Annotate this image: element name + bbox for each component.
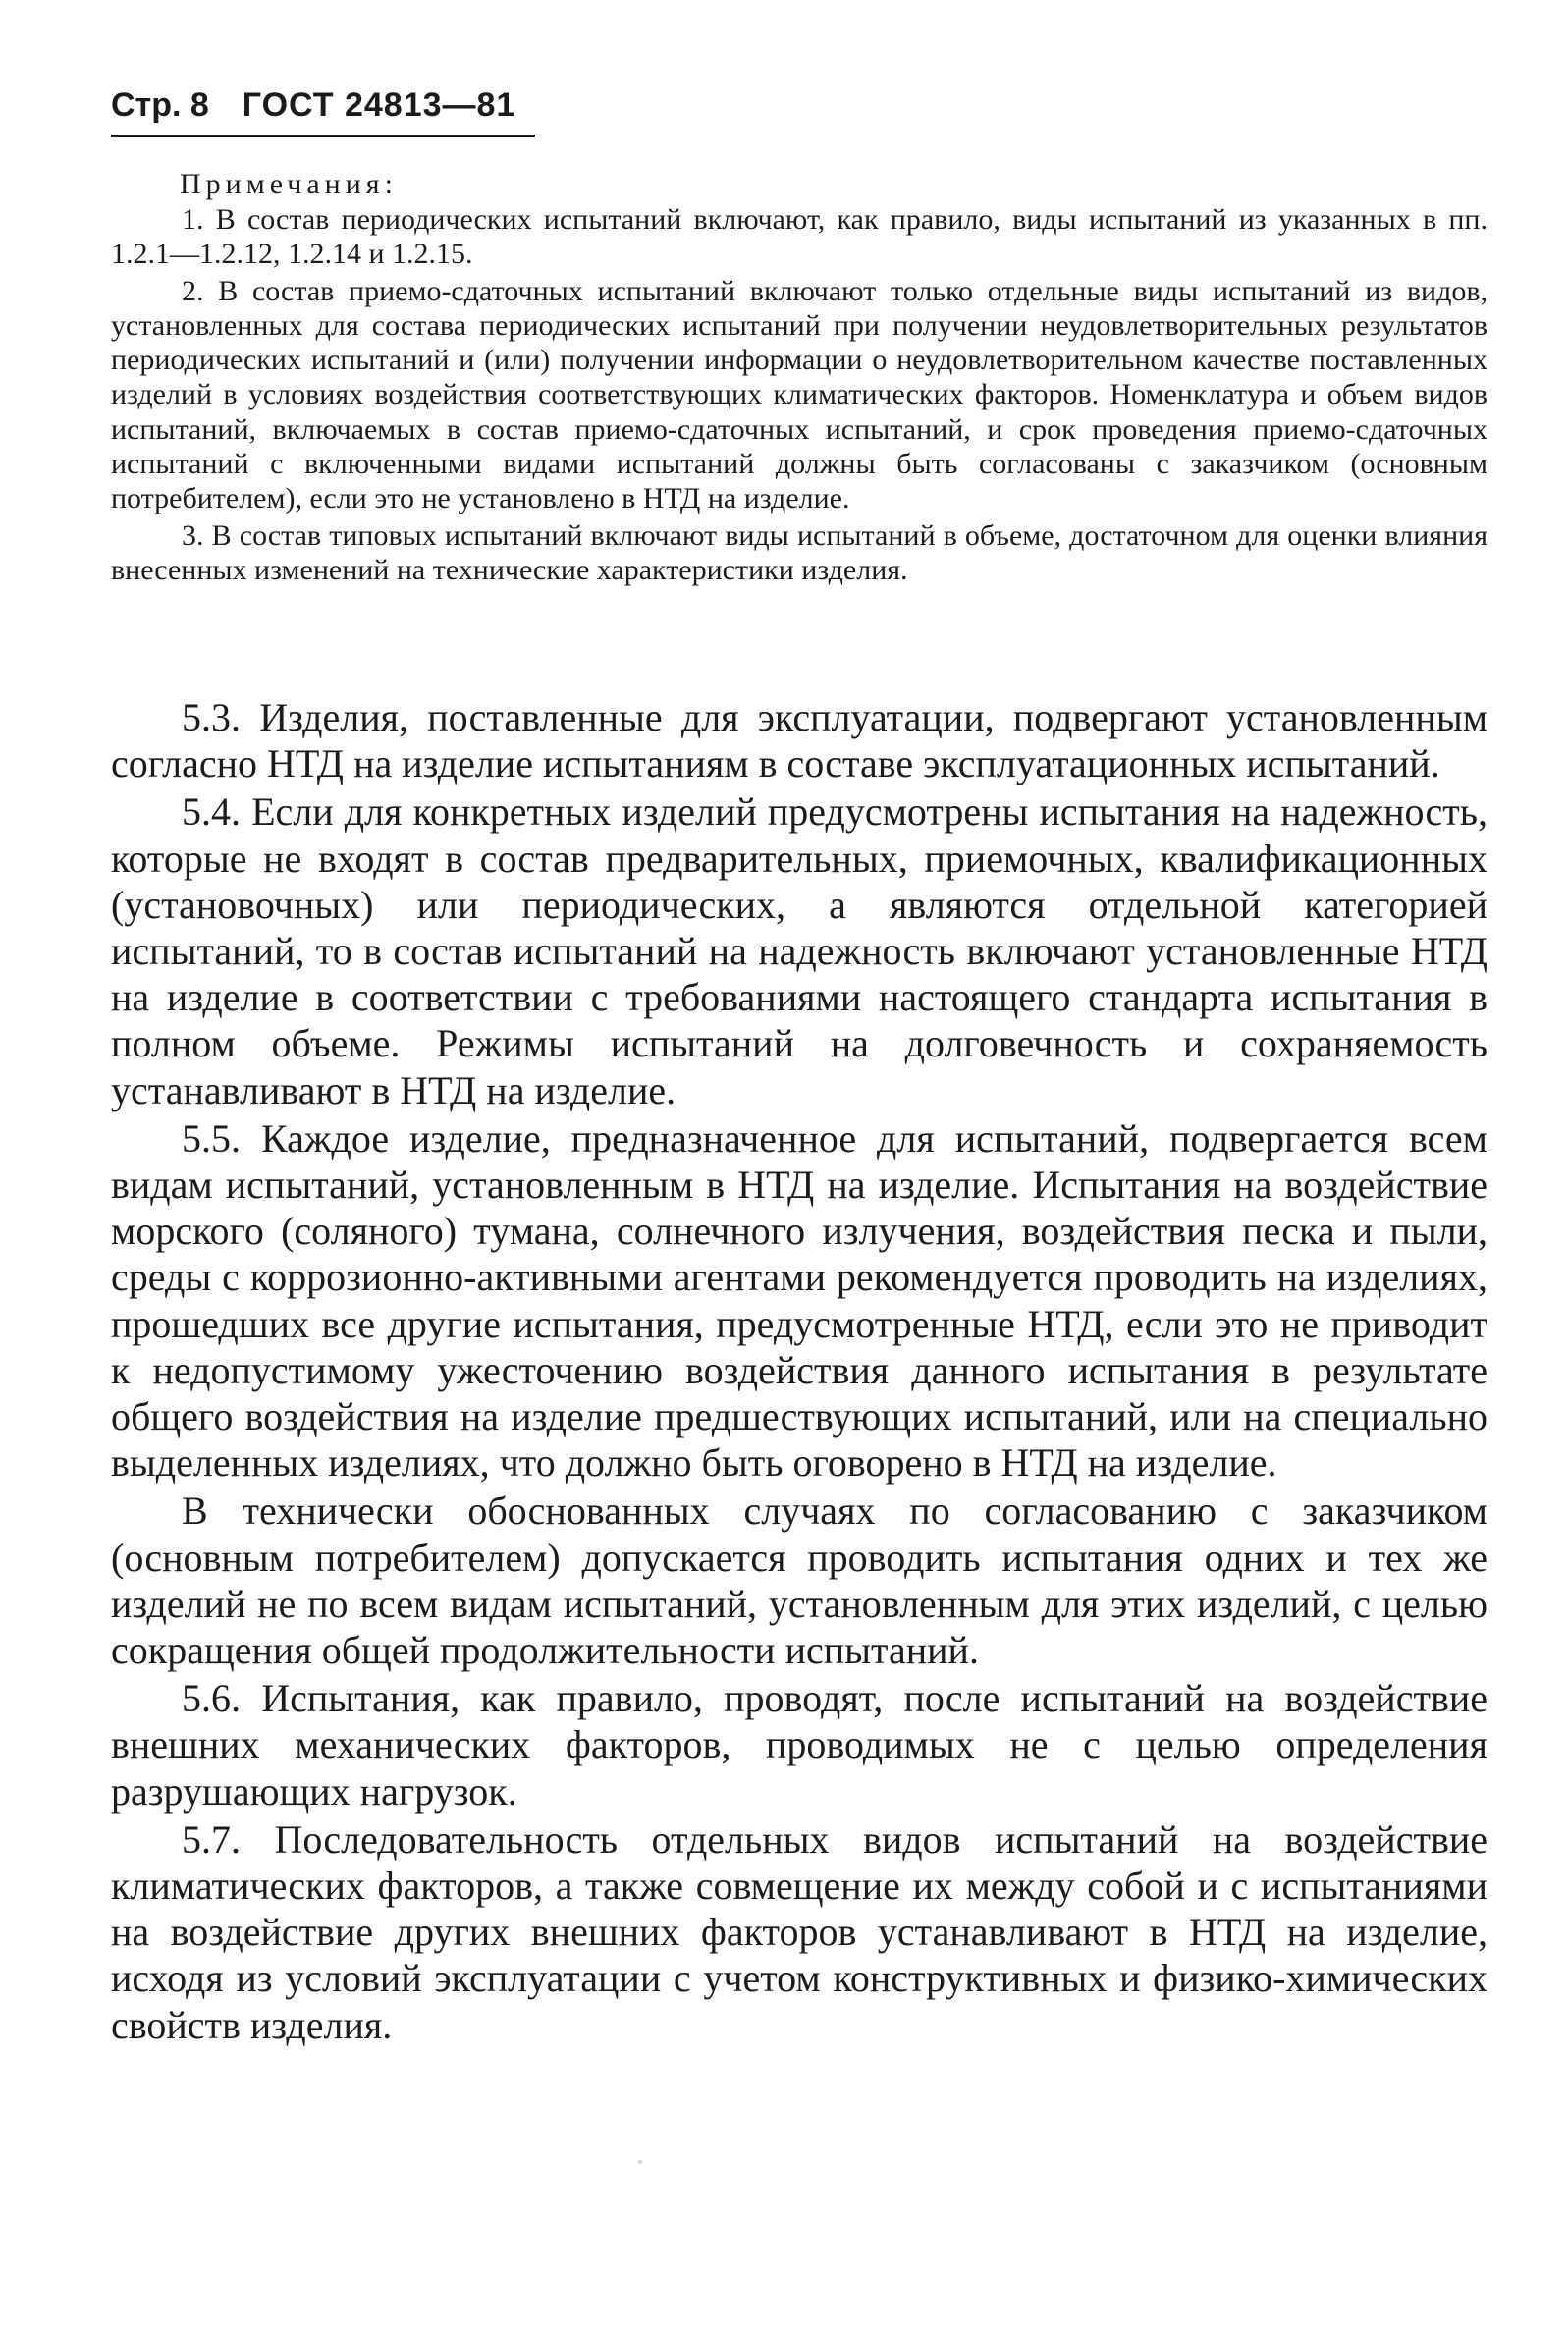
paragraph-5-5-continued: В технически обоснованных случаях по согласованию с заказчиком (основным потребителем) допускается проводить испытания одних и тех же изделий не по всем видам испытаний, установленным для этих изделий, с целью сокращения общей продолжительности испытаний. [111,1489,1487,1673]
paragraph-5-7: 5.7. Последовательность отдельных видов испытаний на воздействие климатических факторов, а также совмещение их между собой и с испытаниями на воздействие других внешних факторов устанавливают в НТД на изделие, исходя из условий эксплуатации с учетом конструктивных и физико-химических свойств изделия. [111,1816,1487,2047]
paragraph-5-3: 5.3. Изделия, поставленные для эксплуатации, подвергают установленным согласно НТД на изделие испытаниям в составе эксплуатационных испытаний. [111,695,1487,786]
notes-section [111,167,1487,589]
paragraph-5-6: 5.6. Испытания, как правило, проводят, после испытаний на воздействие внешних механических факторов, проводимых не с целью определения разрушающих нагрузок. [111,1676,1487,1814]
note-2: 2. В состав приемо-сдаточных испытаний включают только отдельные виды испытаний из видов, установленных для состава периодических испытаний при получении неудовлетворительных результатов периодических испытаний и (или) получении информации о неудовлетворительном качестве поставленных изделий в условиях воздействия соответствующих климатических факторов. Номенклатура и объем видов испытаний, включаемых в состав приемо-сдаточных испытаний, и срок проведения приемо-сдаточных испытаний с включенными видами испытаний должны быть согласованы с заказчиком (основным потребителем), если это не установлено в НТД на изделие. [111,274,1487,515]
paragraph-5-4: 5.4. Если для конкретных изделий предусмотрены испытания на надежность, которые не входят в состав предварительных, приемочных, квалификационных (установочных) или периодических, а являются отдельной категорией испытаний, то в состав испытаний на надежность включают установленные НТД на изделие в соответствии с требованиями настоящего стандарта испытания в полном объеме. Режимы испытаний на долговечность и сохраняемость устанавливают в НТД на изделие. [111,789,1487,1112]
page-number: Стр. 8 [111,86,209,124]
header-rule [111,135,535,137]
note-1: 1. В состав периодических испытаний включают, как правило, виды испытаний из указанных в пп. 1.2.1—1.2.12, 1.2.14 и 1.2.15. [111,203,1487,271]
notes-title: Примечания: [180,168,398,200]
page-header [111,81,533,137]
main-text [111,694,1487,2050]
standard-designation: ГОСТ 24813—81 [242,86,516,124]
scan-speck [638,2160,642,2164]
paragraph-5-5: 5.5. Каждое изделие, предназначенное для испытаний, подвергается всем видам испытаний, установленным в НТД на изделие. Испытания на воздействие морского (соляного) тумана, солнечного излучения, воздействия песка и пыли, среды с коррозионно-активными агентами рекомендуется проводить на изделиях, прошедших все другие испытания, предусмотренные НТД, если это не приводит к недопустимому ужесточению воздействия данного испытания в результате общего воздействия на изделие предшествующих испытаний, или на специально выделенных изделиях, что должно быть оговорено в НТД на изделие. [111,1115,1487,1486]
note-3: 3. В состав типовых испытаний включают виды испытаний в объеме, достаточном для оценки влияния внесенных изменений на технические характеристики изделия. [111,518,1487,586]
